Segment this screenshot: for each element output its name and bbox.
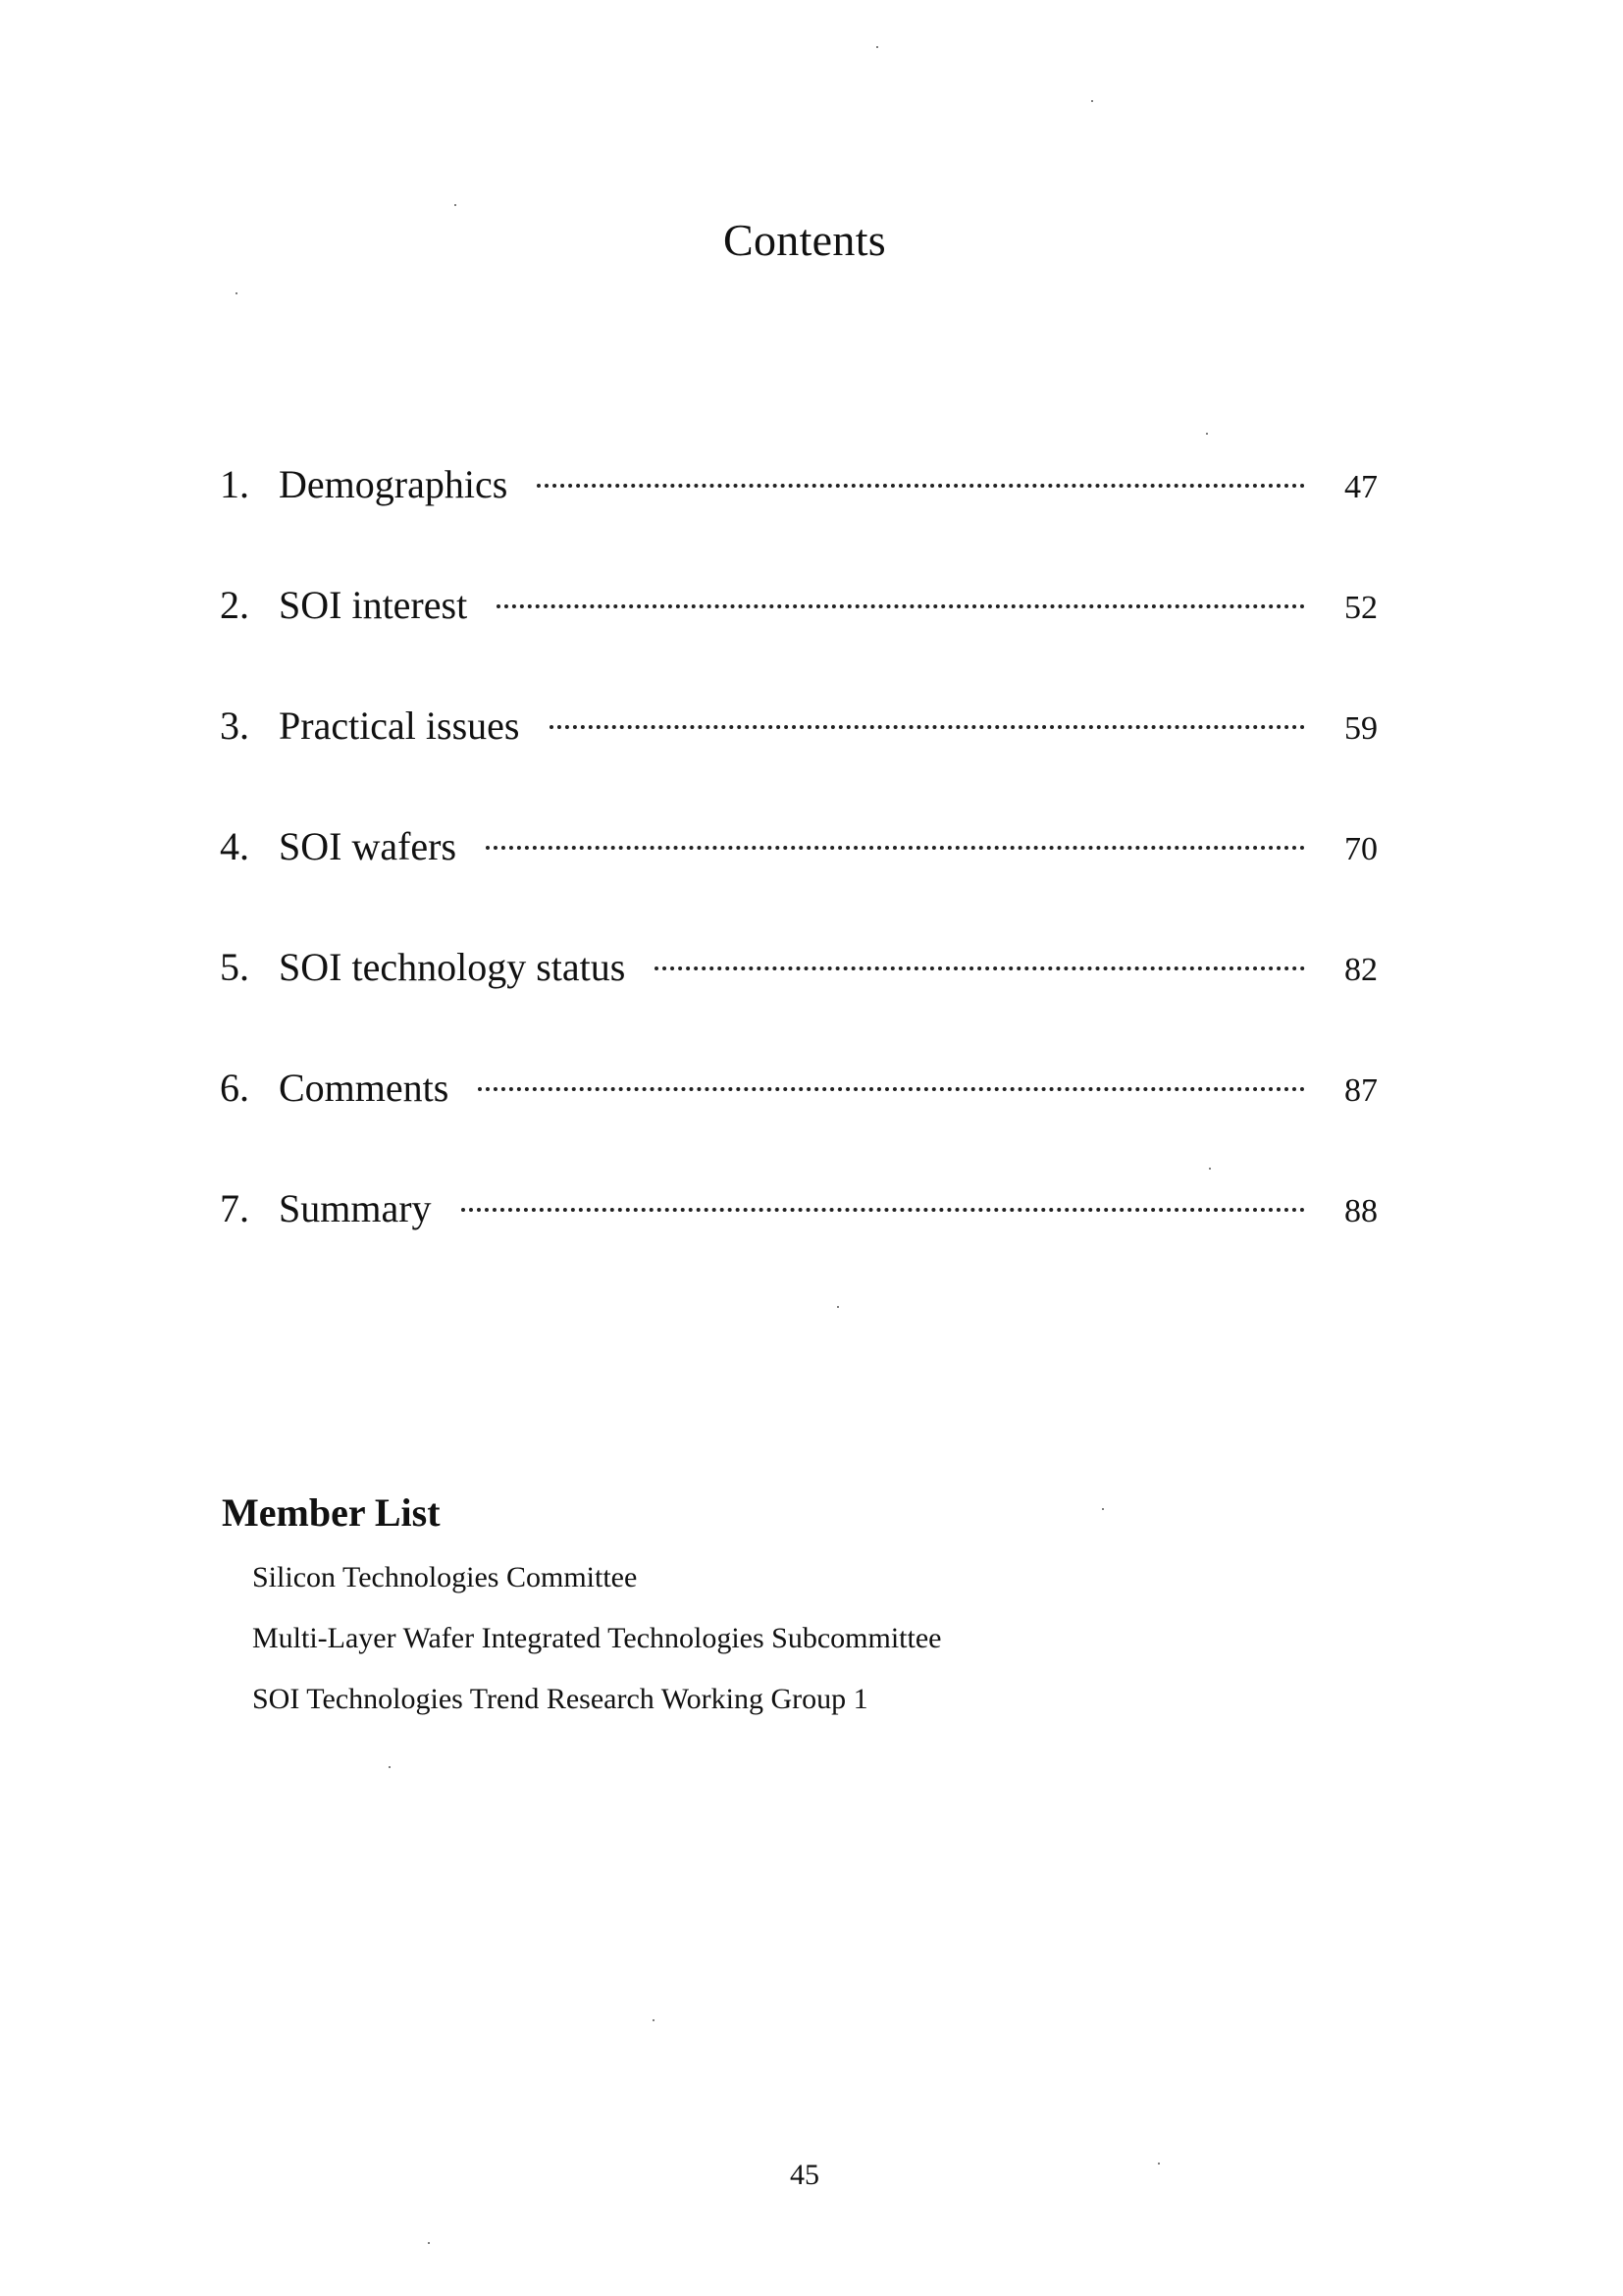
page-title: Contents [723,215,886,265]
toc-dot-leader [654,965,1305,970]
scan-speck [1209,1168,1211,1170]
member-list-item: SOI Technologies Trend Research Working Group 1 [252,1683,868,1715]
toc-entry-page: 87 [1344,1072,1378,1109]
toc-entry-title: Summary [279,1186,432,1230]
toc-entry-summary[interactable] [220,1185,1378,1244]
toc-entry-page: 52 [1344,590,1378,626]
toc-entry-title: Demographics [279,462,508,506]
toc-entry-page: 47 [1344,469,1378,505]
toc-dot-leader [497,603,1305,608]
toc-entry-title: Practical issues [279,704,520,748]
toc-dot-leader [461,1207,1305,1212]
toc-entry-page: 88 [1344,1193,1378,1229]
toc-dot-leader [478,1086,1305,1091]
toc-entry-title: SOI interest [279,583,468,627]
scan-speck [428,2242,430,2244]
toc-entry-page: 59 [1344,710,1378,747]
scan-speck [837,1306,839,1308]
toc-entry-title: Comments [279,1066,449,1110]
scan-speck [653,2019,654,2021]
toc-entry-number: 4. [220,824,249,868]
member-list-item: Multi-Layer Wafer Integrated Technologies Subcommittee [252,1622,942,1654]
toc-dot-leader [537,483,1305,488]
member-list-heading: Member List [222,1490,441,1535]
scan-speck [1102,1508,1104,1510]
toc-entry-soi-interest[interactable] [220,582,1378,641]
member-list [252,1558,941,1741]
toc-dot-leader [486,845,1305,850]
toc-entry-title: SOI wafers [279,824,457,868]
page-number: 45 [790,2159,819,2191]
toc-entry-number: 6. [220,1066,249,1110]
scan-speck [1206,433,1208,435]
toc-entry-page: 70 [1344,831,1378,867]
toc-entry-title: SOI technology status [279,945,626,989]
scan-speck [876,46,878,48]
toc-entry-number: 2. [220,583,249,627]
toc-dot-leader [550,724,1306,729]
toc-entry-demographics[interactable] [220,461,1378,520]
toc-entry-number: 5. [220,945,249,989]
toc-entry-number: 7. [220,1186,249,1230]
toc-entry-comments[interactable] [220,1065,1378,1123]
scan-speck [1091,100,1093,102]
toc-entry-soi-wafers[interactable] [220,823,1378,882]
member-list-item: Silicon Technologies Committee [252,1561,638,1593]
toc-entry-soi-technology-status[interactable] [220,944,1378,1003]
scan-speck [236,292,237,294]
scan-speck [454,204,456,206]
scan-speck [389,1766,391,1768]
toc-entry-page: 82 [1344,952,1378,988]
toc-entry-practical-issues[interactable] [220,703,1378,761]
toc-entry-number: 1. [220,462,249,506]
scan-speck [1158,2163,1160,2165]
toc-entry-number: 3. [220,704,249,748]
